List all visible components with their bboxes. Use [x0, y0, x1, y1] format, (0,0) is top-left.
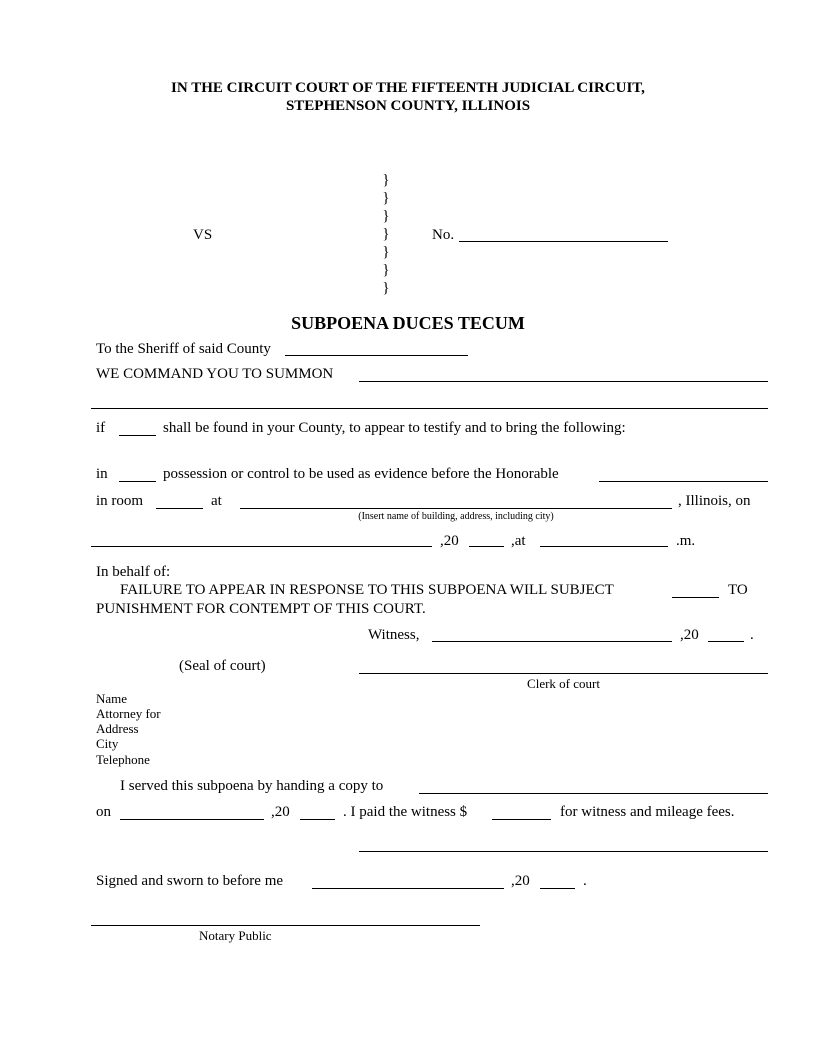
illinois-on-label: , Illinois, on: [678, 493, 751, 509]
clerk-of-court-label: Clerk of court: [527, 676, 600, 691]
if-label: if: [96, 420, 106, 436]
notary-public-label: Notary Public: [199, 928, 272, 943]
attorney-city-label: City: [96, 736, 119, 751]
failure-pronoun-field[interactable]: [672, 597, 719, 598]
hearing-year-field[interactable]: [469, 546, 504, 547]
at-time-label: ,at: [511, 533, 526, 549]
service-statement: I served this subpoena by handing a copy to: [120, 778, 384, 794]
notary-signature-field[interactable]: [91, 925, 480, 926]
sheriff-label: To the Sheriff of said County: [96, 341, 271, 357]
building-address-field[interactable]: [240, 508, 672, 509]
paid-witness-label: . I paid the witness $: [343, 804, 468, 820]
sworn-year-field[interactable]: [540, 888, 575, 889]
attorney-telephone-label: Telephone: [96, 752, 150, 767]
fees-label: for witness and mileage fees.: [560, 804, 735, 820]
failure-warning-line1: FAILURE TO APPEAR IN RESPONSE TO THIS SUBPOENA WILL SUBJECT: [120, 582, 614, 598]
behalf-label: In behalf of:: [96, 564, 171, 580]
witness-label: Witness,: [368, 627, 420, 643]
hearing-date-field[interactable]: [91, 546, 432, 547]
service-date-field[interactable]: [120, 819, 264, 820]
room-number-field[interactable]: [156, 508, 203, 509]
versus-label: VS: [193, 227, 213, 243]
seal-of-court-label: (Seal of court): [179, 658, 266, 674]
attorney-name-label: Name: [96, 691, 128, 706]
witness-fee-field[interactable]: [492, 819, 551, 820]
failure-warning-line2: PUNISHMENT FOR CONTEMPT OF THIS COURT.: [96, 601, 426, 617]
attorney-address-label: Address: [96, 721, 139, 736]
sworn-period: .: [583, 873, 587, 889]
command-label: WE COMMAND YOU TO SUMMON: [96, 366, 334, 382]
court-header-line2: STEPHENSON COUNTY, ILLINOIS: [285, 98, 531, 114]
at-label: at: [211, 493, 222, 509]
case-number-label: No.: [432, 227, 455, 243]
room-label: in room: [96, 493, 144, 509]
document-title: SUBPOENA DUCES TECUM: [291, 313, 525, 333]
summon-continuation-field[interactable]: [91, 408, 768, 409]
service-on-label: on: [96, 804, 111, 820]
judge-name-field[interactable]: [599, 481, 768, 482]
hearing-time-field[interactable]: [540, 546, 668, 547]
county-field[interactable]: [285, 355, 468, 356]
witness-date-field[interactable]: [432, 641, 672, 642]
attorney-for-label: Attorney for: [96, 706, 161, 721]
appear-instruction: shall be found in your County, to appear to testify and to bring the following:: [163, 420, 626, 436]
court-header-line1: IN THE CIRCUIT COURT OF THE FIFTEENTH JUDICIAL CIRCUIT,: [171, 80, 645, 96]
summon-name-field[interactable]: [359, 381, 768, 382]
year-prefix-2: ,20: [680, 627, 699, 643]
in-label: in: [96, 466, 108, 482]
service-year-field[interactable]: [300, 819, 335, 820]
witness-period: .: [750, 627, 754, 643]
case-number-field[interactable]: [459, 241, 668, 242]
am-pm-suffix: .m.: [676, 533, 696, 549]
building-address-hint: (Insert name of building, address, including city): [358, 511, 554, 522]
failure-to-label: TO: [728, 582, 748, 598]
year-prefix-4: ,20: [511, 873, 530, 889]
pronoun-field-1[interactable]: [119, 435, 156, 436]
witness-year-field[interactable]: [708, 641, 744, 642]
possession-text: possession or control to be used as evidence before the Honorable: [163, 466, 559, 482]
server-signature-field[interactable]: [359, 851, 768, 852]
year-prefix-3: ,20: [271, 804, 290, 820]
signed-sworn-label: Signed and sworn to before me: [96, 873, 284, 889]
served-person-field[interactable]: [419, 793, 768, 794]
pronoun-field-2[interactable]: [119, 481, 156, 482]
sworn-date-field[interactable]: [312, 888, 504, 889]
year-prefix-1: ,20: [440, 533, 459, 549]
clerk-signature-field[interactable]: [359, 673, 768, 674]
